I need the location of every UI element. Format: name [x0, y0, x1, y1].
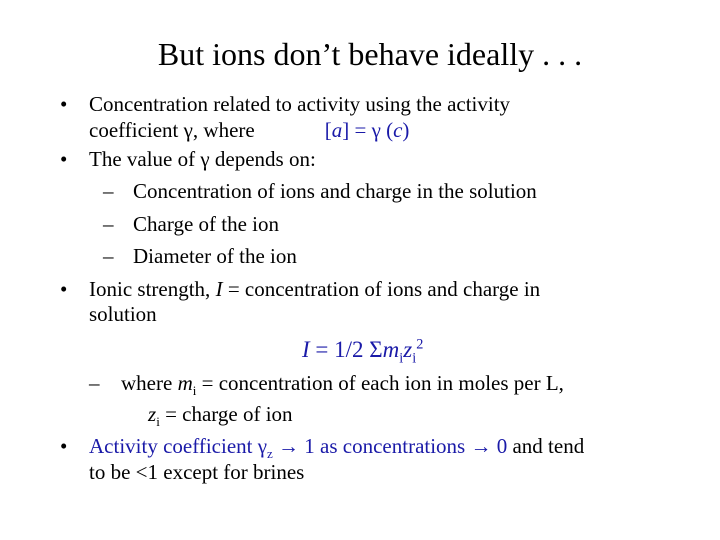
sub-bullet-3: Diameter of the ion [133, 244, 297, 268]
formula-part: i [412, 350, 417, 367]
equation-part: ) [402, 118, 410, 142]
equation-part: a [331, 118, 343, 142]
bullet-3-text: = concentration of ions and charge in [222, 277, 541, 301]
bullet-4-text: → 1 as concentrations → 0 [272, 434, 508, 458]
bullet-4-line-2: to be <1 except for brines [89, 460, 305, 484]
bullet-marker: • [60, 147, 68, 171]
bullet-4-line-1 [89, 433, 585, 462]
formula-part: 2 [416, 336, 424, 353]
equation-part: [ [324, 118, 332, 142]
sub-bullet-2: Charge of the ion [133, 212, 279, 236]
formula-part: m [382, 337, 400, 362]
activity-equation [325, 118, 410, 142]
charge-text: = charge of ion [159, 402, 293, 426]
bullet-3-line-1 [89, 276, 540, 302]
where-text: i [192, 383, 197, 399]
dash-marker: – [103, 179, 114, 203]
formula-part: = 1/2 Σ [309, 337, 383, 362]
bullet-marker: • [60, 277, 68, 301]
slide-title: But ions don’t behave ideally . . . [157, 36, 583, 72]
bullet-marker: • [60, 92, 68, 116]
where-line [121, 370, 564, 399]
bullet-3-line-2: solution [89, 302, 157, 326]
dash-marker: – [89, 371, 100, 395]
where-text: where [121, 371, 178, 395]
bullet-3-text: Ionic strength, [89, 277, 216, 301]
ionic-strength-symbol: I [215, 277, 223, 301]
bullet-4-text: and tend [507, 434, 585, 458]
dash-marker: – [103, 212, 114, 236]
equation-part: c [393, 118, 403, 142]
sub-bullet-1: Concentration of ions and charge in the solution [133, 179, 537, 203]
charge-text: i [156, 414, 160, 430]
where-text: = concentration of each ion in moles per L, [196, 371, 564, 395]
dash-marker: – [103, 244, 114, 268]
equation-part: ] = γ ( [342, 118, 394, 142]
bullet-1-text: coefficient γ, where [89, 118, 255, 142]
ionic-strength-formula [302, 336, 424, 367]
bullet-1-line-1: Concentration related to activity using the activity [89, 92, 511, 116]
charge-text: z [148, 402, 157, 426]
bullet-2: The value of γ depends on: [89, 147, 316, 171]
formula-part: z [403, 337, 413, 362]
charge-line [148, 401, 293, 430]
bullet-4-text: z [267, 446, 273, 462]
bullet-marker: • [60, 434, 68, 458]
formula-part: I [302, 337, 310, 362]
bullet-4-text: Activity coefficient γ [89, 434, 267, 458]
formula-part: i [399, 350, 404, 367]
where-text: m [177, 371, 193, 395]
bullet-1-line-2 [89, 117, 409, 143]
